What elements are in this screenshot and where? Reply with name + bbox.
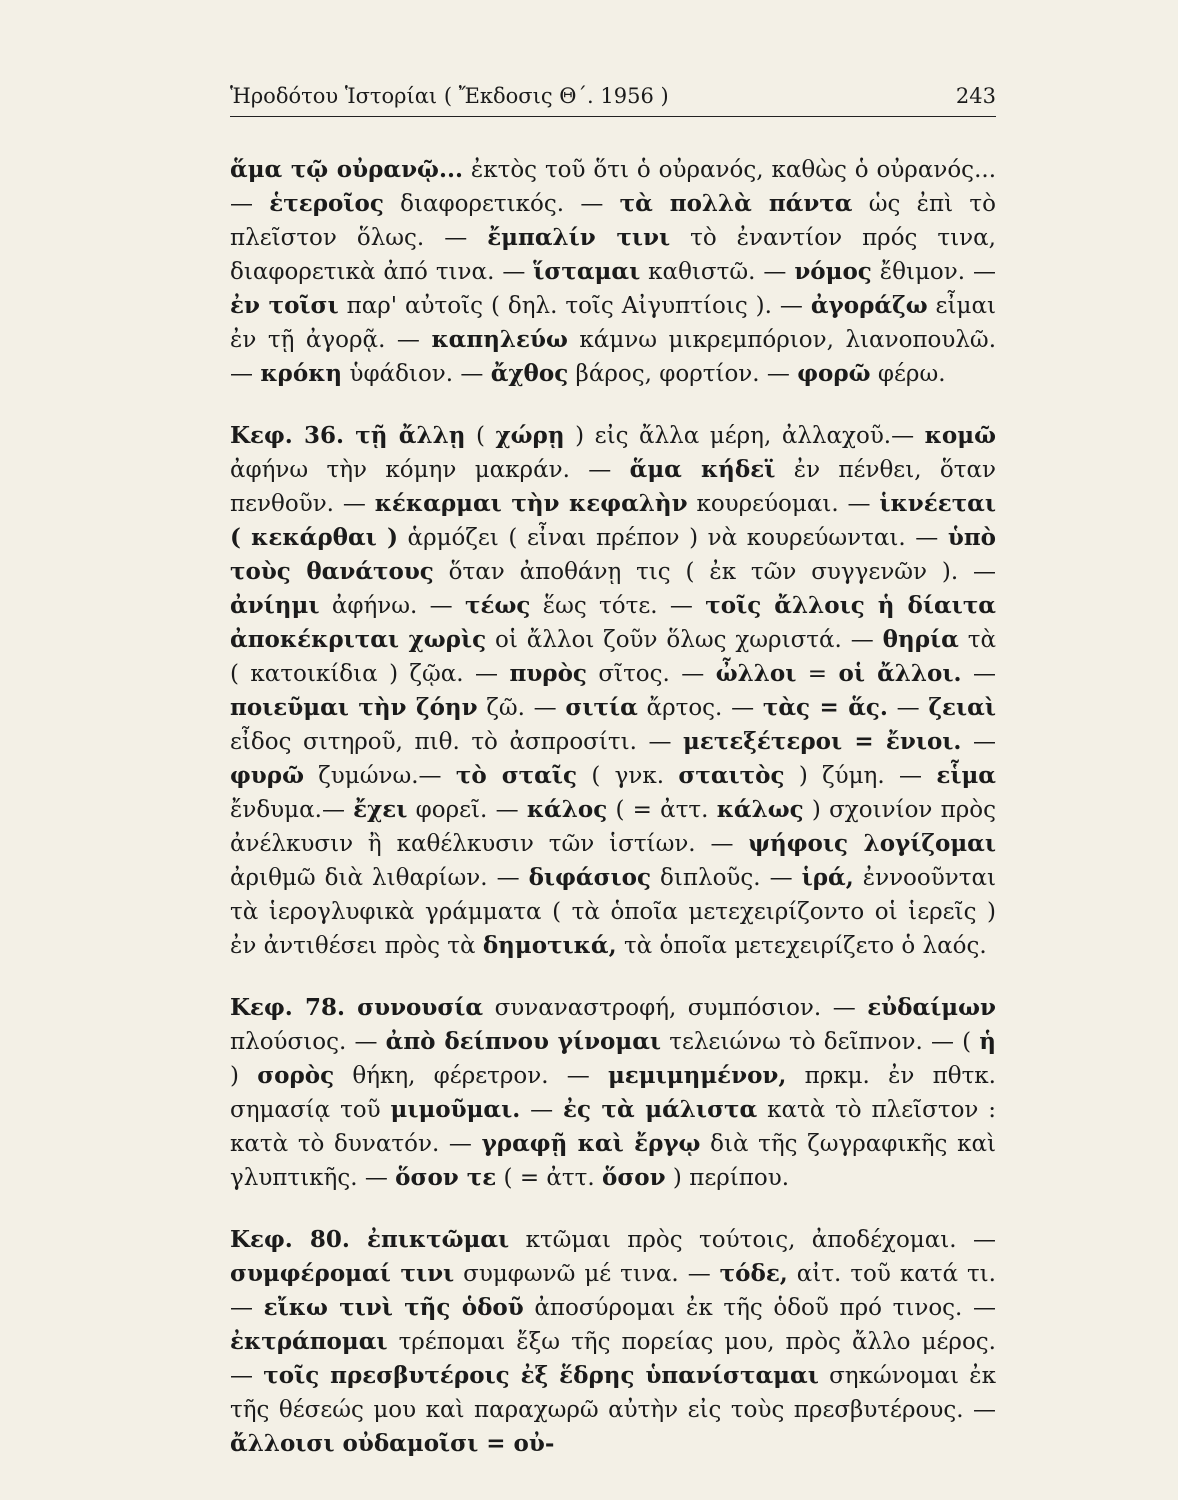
lemma-term: τὰς = ἅς. — [762, 694, 888, 721]
lemma-term: Κεφ. 80. ἐπικτῶμαι — [230, 1226, 510, 1253]
lemma-term: πυρὸς — [509, 660, 587, 687]
lemma-term: ἐν τοῖσι — [230, 292, 339, 319]
lemma-term: ἱρά, — [801, 864, 854, 891]
lemma-term: φορῶ — [797, 360, 871, 387]
lemma-term: κρόκη — [260, 360, 343, 387]
lemma-term: δημοτικά, — [482, 932, 617, 959]
header-rule — [230, 116, 996, 117]
lemma-term: κάλος — [526, 796, 608, 823]
lemma-term: ζειαὶ — [928, 694, 996, 721]
lemma-term: τὸ σταῖς — [455, 762, 577, 789]
lemma-term: διφάσιος — [528, 864, 652, 891]
lemma-term: χώρῃ — [495, 422, 565, 449]
lemma-term: εἴκω τινὶ τῆς ὁδοῦ — [263, 1294, 524, 1321]
running-header — [230, 84, 996, 108]
lemma-term: τοῖς ἄλλοις ἡ δίαιτα ἀποκέκριται χωρὶς — [230, 592, 996, 653]
lemma-term: ποιεῦμαι τὴν ζόην — [230, 694, 478, 721]
lemma-term: ἱκνέεται ( κεκάρθαι ) — [230, 490, 997, 551]
paragraph-chapter-36: Κεφ. 36. τῇ ἄλλῃ ( χώρῃ ) εἰς ἄλλα μέρη, ἀλλαχοῦ.— κομῶ ἀφήνω τὴν κόμην μακράν. — ἅμα κήδεϊ ἐν πένθει, ὅταν πενθοῦν. — κέκαρμαι τὴν κεφαλὴν κουρεύομαι. — ἱκνέεται ( κεκάρθαι ) ἁρμόζει ( εἶναι πρέπον ) νὰ κουρεύωνται. — ὑπὸ τοὺς θανάτους ὅταν ἀποθάνῃ τις ( ἐκ τῶν συγγενῶν ). — ἀνίημι ἀφήνω. — τέως ἕως τότε. — τοῖς ἄλλοις ἡ δίαιτα ἀποκέκριται χωρὶς οἱ ἄλλοι ζοῦν ὅλως χωριστά. — θηρία τὰ ( κατοικίδια ) ζῷα. — πυρὸς σῖτος. — ὦλλοι = οἱ ἄλλοι. — ποιεῦμαι τὴν ζόην ζῶ. — σιτία ἄρτος. — τὰς = ἅς. — ζειαὶ εἶδος σιτηροῦ, πιθ. τὸ ἀσπροσίτι. — μετεξέτεροι = ἔνιοι. — φυρῶ ζυμώνω.— τὸ σταῖς ( γνκ. σταιτὸς ) ζύμη. — εἷμα ἔνδυμα.— ἔχει φορεῖ. — κάλος ( = ἀττ. κάλως ) σχοινίον πρὸς ἀνέλκυσιν ἢ καθέλκυσιν τῶν ἱστίων. — ψήφοις λογίζομαι ἀριθμῶ διὰ λιθαρίων. — διφάσιος διπλοῦς. — ἱρά, ἐννοοῦνται τὰ ἱερογλυφικὰ γράμματα ( τὰ ὁποῖα μετεχειρίζοντο οἱ ἱερεῖς ) ἐν ἀντιθέσει πρὸς τὰ δημοτικά, τὰ ὁποῖα μετεχειρίζετο ὁ λαός. — [230, 422, 997, 959]
lemma-term: ἀπὸ δείπνου γίνομαι — [385, 1028, 662, 1055]
lemma-term: γραφῇ καὶ ἔργῳ — [481, 1130, 701, 1157]
lemma-term: κάλως — [716, 796, 804, 823]
book-title: Ἡροδότου Ἱστορίαι ( Ἔκδοσις Θ΄. 1956 ) — [230, 84, 669, 108]
paragraph-chapter-78: Κεφ. 78. συνουσία συναναστροφή, συμπόσιον. — εὐδαίμων πλούσιος. — ἀπὸ δείπνου γίνομαι τελειώνω τὸ δεῖπνον. — ( ἡ ) σορὸς θήκη, φέρετρον. — μεμιμημένον, πρκμ. ἐν πθτκ. σημασίᾳ τοῦ μιμοῦμαι. — ἐς τὰ μάλιστα κατὰ τὸ πλεῖστον : κατὰ τὸ δυνατόν. — γραφῇ καὶ ἔργῳ διὰ τῆς ζωγραφικῆς καὶ γλυπτικῆς. — ὅσον τε ( = ἀττ. ὅσον ) περίπου. — [230, 994, 997, 1191]
lemma-term: τὰ πολλὰ πάντα — [619, 190, 853, 217]
lemma-term: ἅμα τῷ οὐρανῷ... — [230, 156, 463, 183]
paragraph-intro: ἅμα τῷ οὐρανῷ... ἐκτὸς τοῦ ὅτι ὁ οὐρανός, καθὼς ὁ οὐρανός... — ἑτεροῖος διαφορετικός. — τὰ πολλὰ πάντα ὡς ἐπὶ τὸ πλεῖστον ὅλως. — ἔμπαλίν τινι τὸ ἐναντίον πρός τινα, διαφορετικὰ ἀπό τινα. — ἵσταμαι καθιστῶ. — νόμος ἔθιμον. — ἐν τοῖσι παρ' αὐτοῖς ( δηλ. τοῖς Αἰγυπτίοις ). — ἀγοράζω εἶμαι ἐν τῇ ἀγορᾷ. — καπηλεύω κάμνω μικρεμπόριον, λιανοπουλῶ. — κρόκη ὑφάδιον. — ἄχθος βάρος, φορτίον. — φορῶ φέρω. — [230, 156, 996, 387]
lemma-term: ἔχει — [353, 796, 408, 823]
lemma-term: τόδε, — [719, 1260, 788, 1287]
lemma-term: ἑτεροῖος — [269, 190, 384, 217]
lemma-term: ἀνίημι — [230, 592, 320, 619]
lemma-term: μιμοῦμαι. — [390, 1096, 521, 1123]
lemma-term: εὐδαίμων — [867, 994, 996, 1021]
lemma-term: εἷμα — [936, 762, 996, 789]
lemma-term: ὦλλοι — [715, 660, 797, 687]
lemma-term: ἡ — [979, 1028, 996, 1055]
lemma-term: ἐς τὰ μάλιστα — [563, 1096, 758, 1123]
lemma-term: σορὸς — [257, 1062, 335, 1089]
lemma-term: μεμιμημένον, — [607, 1062, 787, 1089]
lemma-term: θηρία — [882, 626, 959, 653]
lemma-term: ἔμπαλίν τινι — [487, 224, 671, 251]
lemma-term: τοῖς πρεσβυτέροις ἐξ ἕδρης ὑπανίσταμαι — [263, 1362, 819, 1389]
lemma-term: ὅσον — [602, 1164, 666, 1191]
lemma-term: μετεξέτεροι = ἔνιοι. — [683, 728, 962, 755]
lemma-term: καπηλεύω — [431, 326, 568, 353]
lemma-term: ἄλλοισι οὐδαμοῖσι = οὐ- — [230, 1430, 555, 1457]
lemma-term: κομῶ — [924, 422, 996, 449]
page-number: 243 — [955, 84, 996, 108]
lemma-term: νόμος — [794, 258, 872, 285]
lemma-term: ἅμα κήδεϊ — [629, 456, 776, 483]
lemma-term: ὅσον τε — [395, 1164, 497, 1191]
lemma-term: ψήφοις λογίζομαι — [748, 830, 996, 857]
lemma-term: ἀγοράζω — [810, 292, 928, 319]
lemma-term: κέκαρμαι τὴν κεφαλὴν — [374, 490, 688, 517]
lemma-term: τέως — [465, 592, 531, 619]
lemma-term: ἄχθος — [490, 360, 569, 387]
lemma-term: Κεφ. 78. συνουσία — [230, 994, 484, 1021]
lemma-term: Κεφ. 36. τῇ ἄλλῃ — [230, 422, 466, 449]
paragraph-chapter-80: Κεφ. 80. ἐπικτῶμαι κτῶμαι πρὸς τούτοις, ἀποδέχομαι. — συμφέρομαί τινι συμφωνῶ μέ τινα. — τόδε, αἰτ. τοῦ κατά τι. — εἴκω τινὶ τῆς ὁδοῦ ἀποσύρομαι ἐκ τῆς ὁδοῦ πρό τινος. — ἐκτράπομαι τρέπομαι ἔξω τῆς πορείας μου, πρὸς ἄλλο μέρος. — τοῖς πρεσβυτέροις ἐξ ἕδρης ὑπανίσταμαι σηκώνομαι ἐκ τῆς θέσεώς μου καὶ παραχωρῶ αὐτὴν εἰς τοὺς πρεσβυτέρους. — ἄλλοισι οὐδαμοῖσι = οὐ- — [230, 1226, 996, 1457]
lemma-term: ἵσταμαι — [533, 258, 641, 285]
lemma-term: ὑπὸ τοὺς θανάτους — [230, 524, 997, 585]
commentary-body — [230, 153, 996, 1461]
lemma-term: σιτία — [565, 694, 638, 721]
lemma-term: φυρῶ — [230, 762, 304, 789]
lemma-term: οἱ ἄλλοι. — [838, 660, 962, 687]
lemma-term: σταιτὸς — [678, 762, 785, 789]
lemma-term: συμφέρομαί τινι — [230, 1260, 455, 1287]
lemma-term: ἐκτράπομαι — [230, 1328, 388, 1355]
